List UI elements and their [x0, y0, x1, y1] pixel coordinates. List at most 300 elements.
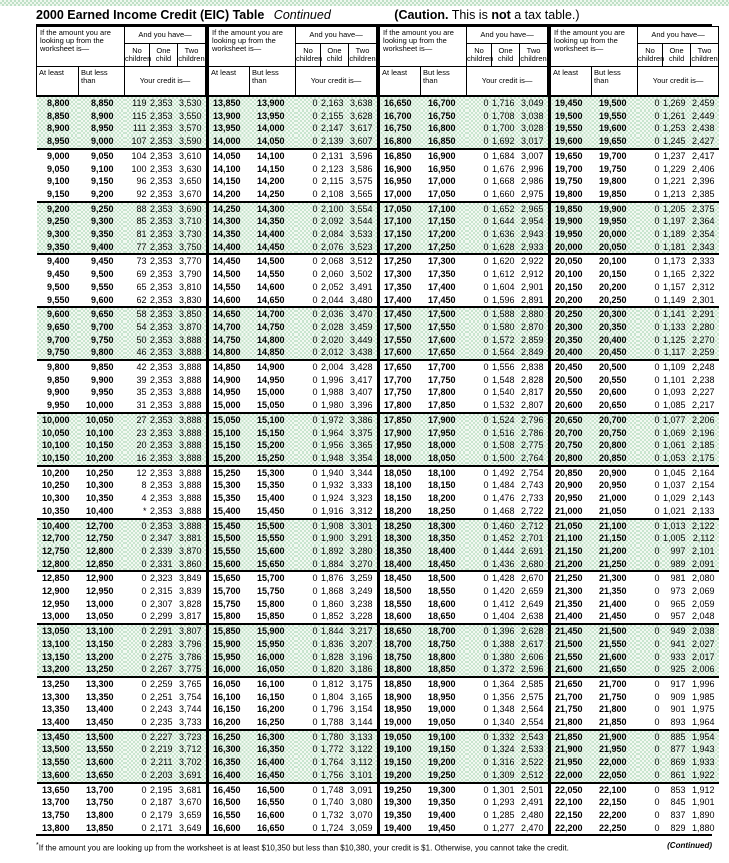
but-less-than-cell: 22,200 [599, 809, 627, 820]
credit-two-children-cell: 3,196 [349, 651, 377, 664]
but-less-than-cell: 13,800 [85, 809, 114, 820]
but-less-than-cell: 9,100 [90, 163, 114, 174]
credit-one-child-cell: 2,115 [321, 176, 344, 187]
at-least-cell: 17,200 [379, 241, 421, 255]
table-row [208, 228, 377, 241]
but-less-than-cell: 16,100 [250, 677, 296, 691]
table-row [208, 822, 377, 835]
table-row [208, 466, 377, 480]
credit-two-children-cell: 2,596 [520, 663, 548, 677]
credit-two-children-cell: 3,888 [178, 400, 202, 411]
credit-one-child-cell: 2,353 [150, 135, 178, 149]
at-least-cell: 16,500 [212, 797, 241, 808]
credit-one-child-cell: 1,316 [492, 756, 520, 769]
credit-two-children-cell: 3,638 [349, 96, 377, 110]
credit-no-children-cell: 0 [312, 387, 318, 398]
lookup-header: If the amount you are looking up from the worksheet is— [37, 27, 125, 67]
table-row [208, 558, 377, 572]
credit-one-child-cell: 2,036 [321, 307, 349, 321]
table-row [379, 321, 548, 334]
credit-no-children-cell: 0 [654, 822, 660, 833]
credit-two-children-cell: 3,888 [178, 334, 206, 347]
table-row [379, 532, 548, 545]
credit-no-children-cell: 85 [125, 215, 150, 228]
but-less-than-cell: 16,050 [250, 663, 296, 677]
one-child-header: One child [492, 44, 520, 67]
credit-no-children-cell: 0 [467, 545, 492, 558]
credit-one-child-cell: 1,628 [492, 241, 520, 255]
at-least-cell: 13,250 [37, 677, 79, 691]
credit-no-children-cell: 0 [296, 545, 321, 558]
table-row [37, 452, 206, 466]
credit-two-children-cell: 3,280 [349, 545, 377, 558]
credit-no-children-cell: 0 [467, 427, 492, 440]
credit-one-child-cell: 2,123 [320, 163, 344, 174]
but-less-than-cell: 20,050 [592, 241, 638, 255]
credit-two-children-cell: 3,428 [349, 360, 377, 374]
credit-one-child-cell: 2,108 [320, 188, 344, 199]
credit-two-children-cell: 3,710 [178, 215, 206, 228]
credit-no-children-cell: 0 [296, 122, 321, 135]
but-less-than-cell: 19,550 [592, 110, 638, 123]
table-row [37, 374, 206, 387]
table-row [550, 268, 719, 281]
lookup-header: If the amount you are looking up from the worksheet is— [208, 27, 296, 67]
credit-no-children-cell: 0 [467, 96, 492, 110]
at-least-cell: 20,850 [550, 466, 592, 480]
credit-one-child-cell: 1,804 [320, 691, 344, 702]
credit-no-children-cell: 65 [136, 281, 147, 292]
credit-two-children-cell: 3,630 [178, 163, 202, 174]
credit-two-children-cell: 3,365 [349, 439, 377, 452]
credit-one-child-cell: 1,772 [321, 743, 349, 756]
but-less-than-cell: 15,400 [256, 493, 285, 504]
credit-one-child-cell: 1,716 [492, 96, 520, 110]
credit-one-child-cell: 1,396 [492, 624, 520, 638]
but-less-than-cell: 17,250 [421, 241, 467, 255]
at-least-cell: 17,000 [384, 188, 412, 199]
credit-one-child-cell: 2,353 [150, 321, 178, 334]
credit-one-child-cell: 2,267 [150, 663, 178, 677]
table-row [550, 638, 719, 651]
credit-two-children-cell: 3,888 [178, 452, 206, 466]
but-less-than-cell: 14,400 [250, 228, 296, 241]
credit-no-children-cell: 0 [638, 452, 663, 466]
at-least-cell: 16,250 [208, 730, 250, 744]
but-less-than-cell: 9,450 [79, 254, 125, 268]
at-least-cell: 16,350 [208, 756, 250, 769]
credit-one-child-cell: 1,053 [663, 452, 691, 466]
credit-no-children-cell: 0 [483, 163, 489, 174]
credit-two-children-cell: 2,491 [521, 797, 544, 808]
and-you-have-header: And you have— [125, 27, 206, 44]
table-row [379, 254, 548, 268]
but-less-than-cell: 20,300 [592, 307, 638, 321]
but-less-than-cell: 14,850 [250, 346, 296, 360]
at-least-cell: 14,550 [212, 281, 241, 292]
but-less-than-cell: 15,000 [256, 387, 285, 398]
at-least-cell: 13,700 [41, 797, 70, 808]
but-less-than-cell: 17,350 [428, 269, 456, 280]
table-row [550, 439, 719, 452]
at-least-cell: 18,350 [379, 545, 421, 558]
at-least-cell: 13,500 [37, 743, 79, 756]
at-least-cell: 20,650 [550, 413, 592, 427]
at-least-cell: 15,850 [208, 624, 250, 638]
but-less-than-cell: 15,300 [250, 466, 296, 480]
and-you-have-header: And you have— [467, 27, 548, 44]
but-less-than-cell: 16,150 [256, 691, 285, 702]
but-less-than-cell: 18,250 [428, 505, 456, 516]
credit-two-children-cell: 3,849 [178, 571, 206, 585]
but-less-than-cell: 16,900 [421, 149, 467, 163]
table-row [379, 149, 548, 163]
table-row [550, 163, 719, 176]
credit-no-children-cell: 0 [467, 334, 492, 347]
at-least-cell: 17,450 [379, 307, 421, 321]
credit-two-children-cell: 1,922 [691, 769, 719, 783]
at-least-cell: 16,450 [208, 783, 250, 797]
credit-two-children-cell: 3,259 [349, 571, 377, 585]
table-row [208, 796, 377, 809]
but-less-than-cell: 17,800 [428, 387, 456, 398]
table-row [550, 691, 719, 704]
credit-two-children-cell: 3,730 [178, 228, 206, 241]
at-least-cell: 17,850 [379, 413, 421, 427]
at-least-cell: 16,200 [212, 717, 241, 728]
credit-one-child-cell: 1,908 [321, 519, 349, 533]
credit-one-child-cell: 1,940 [321, 466, 349, 480]
but-less-than-cell: 18,800 [421, 651, 467, 664]
credit-no-children-cell: 92 [136, 188, 147, 199]
table-row [550, 202, 719, 216]
credit-two-children-cell: 2,406 [692, 163, 715, 174]
but-less-than-cell: 10,000 [85, 400, 114, 411]
table-row [208, 294, 377, 308]
credit-two-children-cell: 3,659 [178, 809, 202, 820]
at-least-cell: 9,050 [46, 163, 70, 174]
table-row [37, 519, 206, 533]
title-continued: Continued [273, 8, 331, 22]
but-less-than-cell: 9,750 [79, 334, 125, 347]
credit-two-children-cell: 3,207 [349, 638, 377, 651]
but-less-than-cell: 16,400 [250, 756, 296, 769]
table-row [550, 466, 719, 480]
credit-two-children-cell: 1,954 [691, 730, 719, 744]
but-less-than-cell: 14,950 [256, 374, 285, 385]
but-less-than-cell: 14,450 [250, 241, 296, 255]
at-least-cell: 10,350 [41, 505, 70, 516]
credit-two-children-cell: 3,480 [350, 294, 373, 305]
but-less-than-cell: 9,150 [90, 176, 114, 187]
table-row [550, 188, 719, 202]
credit-two-children-cell: 3,750 [178, 241, 206, 255]
credit-no-children-cell: 0 [296, 346, 321, 360]
table-row [550, 769, 719, 783]
credit-two-children-cell: 3,112 [349, 756, 377, 769]
table-row [37, 188, 206, 202]
but-less-than-cell: 15,500 [250, 519, 296, 533]
credit-two-children-cell: 2,196 [691, 427, 719, 440]
at-least-cell: 14,800 [208, 346, 250, 360]
table-row [208, 663, 377, 677]
but-less-than-cell: 18,100 [421, 466, 467, 480]
credit-no-children-cell: 0 [638, 558, 663, 572]
credit-no-children-cell: 12 [125, 466, 150, 480]
credit-two-children-cell: 3,523 [349, 241, 377, 255]
credit-one-child-cell: 2,353 [150, 149, 178, 163]
at-least-cell: 20,100 [555, 269, 583, 280]
but-less-than-cell: 19,100 [421, 730, 467, 744]
but-less-than-cell: 20,350 [592, 321, 638, 334]
credit-two-children-cell: 2,080 [691, 571, 719, 585]
credit-no-children-cell: 0 [638, 110, 663, 123]
table-row [550, 730, 719, 744]
at-least-cell: 20,200 [555, 294, 583, 305]
at-least-cell: 10,000 [37, 413, 79, 427]
table-row [379, 334, 548, 347]
at-least-cell: 9,000 [37, 149, 79, 163]
credit-no-children-cell: 0 [483, 809, 489, 820]
at-least-cell: 9,250 [37, 215, 79, 228]
credit-no-children-cell: 0 [638, 519, 663, 533]
but-less-than-cell: 14,150 [256, 163, 285, 174]
table-row [550, 598, 719, 611]
credit-two-children-cell: 3,810 [178, 281, 202, 292]
but-less-than-cell: 14,750 [250, 321, 296, 334]
but-less-than-cell: 16,850 [421, 135, 467, 149]
credit-no-children-cell: 0 [312, 374, 318, 385]
table-row [379, 822, 548, 835]
but-less-than-cell: 19,700 [592, 149, 638, 163]
at-least-cell: 10,050 [37, 427, 79, 440]
credit-one-child-cell: 941 [663, 638, 691, 651]
but-less-than-cell: 19,650 [592, 135, 638, 149]
table-row [379, 427, 548, 440]
at-least-cell: 18,050 [379, 466, 421, 480]
table-row [379, 228, 548, 241]
your-credit-header: Your credit is— [467, 67, 548, 97]
table-row [37, 822, 206, 835]
at-least-cell: 21,300 [555, 586, 583, 597]
credit-two-children-cell: 2,048 [692, 611, 715, 622]
page-top-decorative-strip [0, 0, 729, 6]
credit-no-children-cell: 0 [312, 400, 318, 411]
but-less-than-cell: 21,200 [592, 545, 638, 558]
credit-one-child-cell: 1,756 [321, 769, 349, 783]
credit-one-child-cell: 1,572 [492, 334, 520, 347]
at-least-cell: 21,950 [550, 756, 592, 769]
at-least-cell: 17,150 [379, 228, 421, 241]
table-row [379, 769, 548, 783]
credit-no-children-cell: 0 [467, 254, 492, 268]
credit-one-child-cell: 2,353 [149, 163, 173, 174]
credit-two-children-cell: 3,323 [350, 493, 373, 504]
credit-one-child-cell: 2,243 [149, 704, 173, 715]
credit-two-children-cell: 3,691 [178, 769, 206, 783]
but-less-than-cell: 14,100 [250, 149, 296, 163]
credit-no-children-cell: 0 [467, 783, 492, 797]
eic-table-group-2 [206, 26, 377, 834]
table-row [379, 730, 548, 744]
credit-no-children-cell: 0 [483, 387, 489, 398]
table-row [550, 677, 719, 691]
but-less-than-cell: 13,950 [250, 110, 296, 123]
credit-no-children-cell: 0 [483, 480, 489, 491]
credit-one-child-cell: 1,692 [492, 135, 520, 149]
credit-no-children-cell: 0 [467, 677, 492, 691]
but-less-than-cell: 21,900 [592, 730, 638, 744]
credit-one-child-cell: 1,924 [320, 493, 344, 504]
table-row [550, 651, 719, 664]
at-least-cell: 20,550 [555, 387, 583, 398]
but-less-than-cell: 20,200 [599, 281, 627, 292]
credit-no-children-cell: 0 [125, 743, 150, 756]
but-less-than-cell: 14,300 [250, 202, 296, 216]
credit-one-child-cell: 1,301 [492, 783, 520, 797]
at-least-cell: 19,400 [384, 822, 412, 833]
credit-no-children-cell: 0 [312, 493, 318, 504]
credit-no-children-cell: 0 [296, 624, 321, 638]
but-less-than-cell: 15,550 [250, 532, 296, 545]
at-least-cell: 17,900 [379, 427, 421, 440]
table-row [208, 769, 377, 783]
but-less-than-cell: 16,250 [256, 717, 285, 728]
credit-one-child-cell: 1,149 [663, 294, 686, 305]
credit-two-children-cell: 3,217 [349, 624, 377, 638]
table-row [37, 624, 206, 638]
credit-no-children-cell: 0 [467, 439, 492, 452]
credit-one-child-cell: 989 [663, 558, 691, 572]
credit-two-children-cell: 3,080 [350, 797, 373, 808]
at-least-cell: 17,050 [379, 202, 421, 216]
your-credit-header: Your credit is— [125, 67, 206, 97]
at-least-cell: 16,650 [379, 96, 421, 110]
table-row [208, 624, 377, 638]
credit-one-child-cell: 2,353 [149, 188, 173, 199]
credit-one-child-cell: 2,092 [321, 215, 349, 228]
table-row [379, 651, 548, 664]
table-row [550, 703, 719, 716]
credit-two-children-cell: 3,133 [349, 730, 377, 744]
credit-no-children-cell: 0 [125, 756, 150, 769]
but-less-than-cell: 19,350 [428, 797, 456, 808]
credit-no-children-cell: 0 [654, 691, 660, 702]
credit-no-children-cell: 0 [125, 638, 150, 651]
at-least-cell: 21,250 [550, 571, 592, 585]
table-row [379, 439, 548, 452]
credit-one-child-cell: 2,353 [149, 493, 173, 504]
but-less-than-cell: 17,550 [421, 321, 467, 334]
table-row [37, 241, 206, 255]
credit-no-children-cell: 46 [125, 346, 150, 360]
at-least-cell: 12,950 [41, 598, 70, 609]
table-row [379, 505, 548, 519]
credit-one-child-cell: 1,189 [663, 228, 691, 241]
but-less-than-cell: 18,600 [428, 598, 456, 609]
credit-two-children-cell: 3,301 [349, 519, 377, 533]
but-less-than-cell: 9,850 [79, 360, 125, 374]
credit-one-child-cell: 2,179 [149, 809, 173, 820]
table-row [37, 730, 206, 744]
credit-no-children-cell: 0 [296, 439, 321, 452]
footnote-text: *If the amount you are looking up from the worksheet is at least $10,350 but less than $10,380, your credit is $1. Otherwise, you cannot take the credit. [36, 842, 569, 854]
credit-two-children-cell: 3,690 [178, 202, 206, 216]
credit-no-children-cell: 0 [296, 202, 321, 216]
credit-no-children-cell: 0 [125, 545, 150, 558]
at-least-cell: 22,150 [555, 809, 583, 820]
but-less-than-cell: 13,000 [85, 598, 114, 609]
credit-two-children-cell: 3,407 [350, 387, 373, 398]
credit-one-child-cell: 2,353 [150, 228, 178, 241]
table-row [208, 163, 377, 176]
at-least-header: At least [37, 67, 79, 97]
table-row [550, 585, 719, 598]
credit-no-children-cell: 0 [141, 822, 147, 833]
credit-two-children-cell: 2,764 [520, 452, 548, 466]
credit-no-children-cell: 0 [654, 480, 660, 491]
credit-no-children-cell: 0 [312, 176, 318, 187]
credit-no-children-cell: 0 [467, 756, 492, 769]
at-least-cell: 19,050 [379, 730, 421, 744]
credit-one-child-cell: 1,516 [492, 427, 520, 440]
at-least-cell: 10,300 [41, 493, 70, 504]
credit-no-children-cell: 0 [654, 586, 660, 597]
credit-one-child-cell: 2,012 [321, 346, 349, 360]
credit-two-children-cell: 2,322 [692, 269, 715, 280]
credit-two-children-cell: 3,881 [178, 532, 206, 545]
credit-no-children-cell: 0 [296, 96, 321, 110]
at-least-cell: 13,950 [208, 122, 250, 135]
at-least-cell: 16,050 [208, 677, 250, 691]
credit-two-children-cell: 3,502 [350, 269, 373, 280]
credit-one-child-cell: 869 [663, 756, 691, 769]
credit-two-children-cell: 2,554 [521, 717, 544, 728]
but-less-than-cell: 21,750 [599, 691, 627, 702]
no-children-header: No children [125, 44, 150, 67]
table-row [550, 783, 719, 797]
credit-two-children-cell: 2,922 [520, 254, 548, 268]
table-row [208, 783, 377, 797]
credit-one-child-cell: 2,353 [150, 346, 178, 360]
credit-one-child-cell: 861 [663, 769, 691, 783]
credit-two-children-cell: 3,888 [178, 466, 206, 480]
table-row [550, 399, 719, 413]
credit-two-children-cell: 3,038 [520, 110, 548, 123]
at-least-cell: 21,350 [555, 598, 583, 609]
at-least-cell: 17,750 [384, 387, 412, 398]
credit-no-children-cell: 0 [638, 307, 663, 321]
credit-no-children-cell: 0 [638, 743, 663, 756]
credit-two-children-cell: 3,375 [349, 427, 377, 440]
credit-one-child-cell: 2,353 [149, 505, 173, 516]
but-less-than-cell: 21,050 [599, 505, 627, 516]
at-least-cell: 21,400 [555, 611, 583, 622]
credit-one-child-cell: 1,636 [492, 228, 520, 241]
continued-label: (Continued) [667, 841, 712, 851]
credit-two-children-cell: 2,185 [691, 439, 719, 452]
table-row [37, 545, 206, 558]
table-row [550, 386, 719, 399]
at-least-cell: 16,400 [208, 769, 250, 783]
at-least-cell: 18,200 [384, 505, 412, 516]
credit-two-children-cell: 2,543 [520, 730, 548, 744]
credit-no-children-cell: 0 [467, 307, 492, 321]
credit-no-children-cell: 0 [467, 663, 492, 677]
at-least-cell: 9,550 [46, 294, 70, 305]
table-row [37, 110, 206, 123]
at-least-cell: 20,700 [550, 427, 592, 440]
